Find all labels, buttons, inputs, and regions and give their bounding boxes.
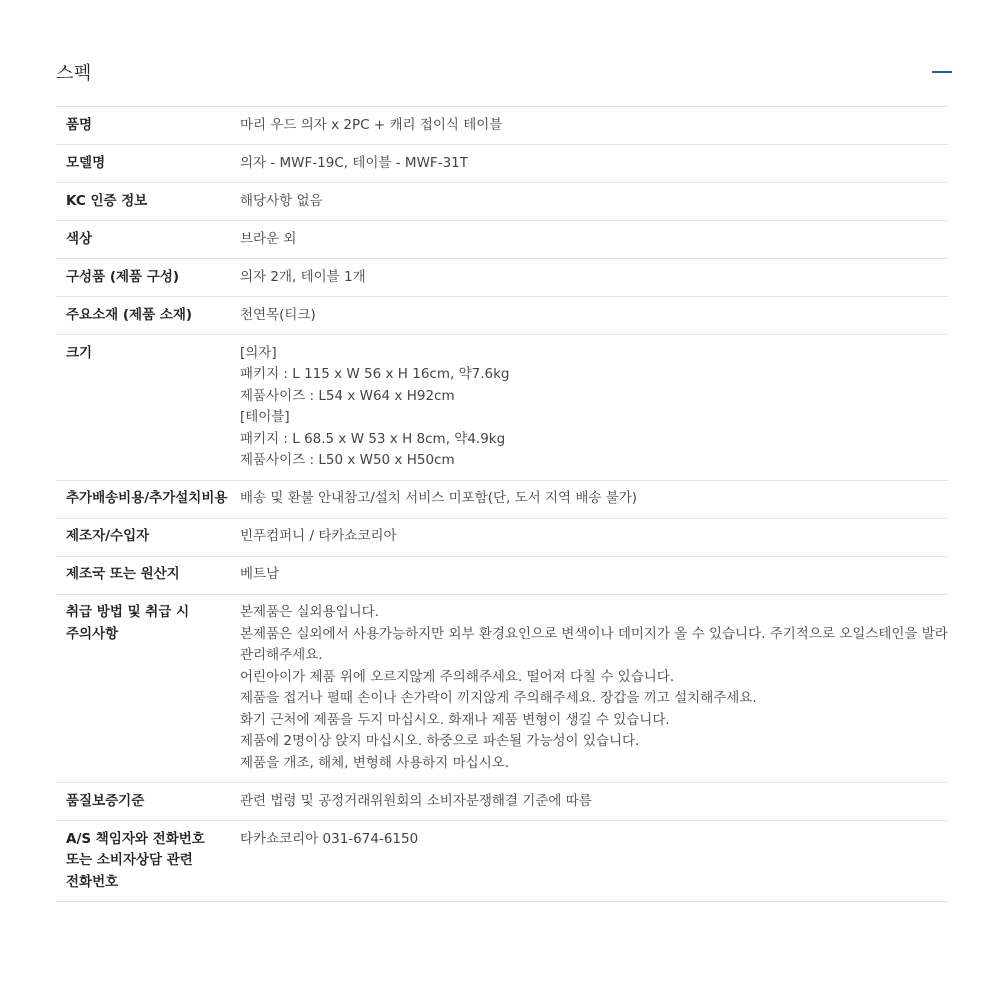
spec-value: [240, 259, 948, 297]
spec-value: [240, 480, 948, 518]
spec-value: [240, 221, 948, 259]
spec-row: [56, 480, 948, 518]
spec-value: [240, 518, 948, 556]
spec-label: 크기: [66, 344, 93, 361]
spec-row: [56, 297, 948, 335]
spec-value: [240, 145, 948, 183]
spec-table: [56, 107, 953, 902]
spec-value: [240, 297, 948, 335]
spec-value-line: 의자 - MWF-19C, 테이블 - MWF-31T: [240, 154, 468, 171]
spec-label: A/S 책임자와 전화번호 또는 소비자상담 관련 전화번호: [66, 830, 205, 890]
spec-header[interactable]: [56, 50, 948, 107]
spec-value-line: [테이블]: [240, 409, 290, 425]
spec-label: 제조국 또는 원산지: [66, 566, 180, 582]
collapse-button[interactable]: [928, 58, 956, 86]
spec-row: [56, 783, 948, 821]
spec-label: 구성품 (제품 구성): [66, 268, 180, 285]
minus-icon: [932, 71, 952, 73]
spec-value-line: 본제품은 실외에서 사용가능하지만 외부 환경요인으로 변색이나 데미지가 올 수 있습니다. 주기적으로 오일스테인을 발라 관리해주세요.: [240, 625, 953, 663]
spec-value-line: 빈푸컴퍼니 / 타카쇼코리아: [240, 528, 397, 544]
spec-value-line: 브라운 외: [240, 230, 297, 247]
spec-value-line: 타카쇼코리아 031-674-6150: [240, 830, 419, 847]
spec-value-line: 제품을 개조, 해체, 변형해 사용하지 마십시오.: [240, 754, 510, 771]
spec-value-line: 의자 2개, 테이블 1개: [240, 268, 366, 285]
spec-value-line: 패키지 : L 68.5 x W 53 x H 8cm, 약4.9kg: [240, 430, 506, 447]
spec-row: [56, 335, 948, 481]
spec-title: 스펙: [56, 63, 92, 84]
spec-value-line: 천연목(티크): [240, 306, 316, 323]
spec-value-line: [의자]: [240, 344, 277, 361]
spec-row: [56, 518, 948, 556]
spec-row: [56, 145, 948, 183]
spec-value: [240, 107, 948, 145]
spec-row: [56, 594, 948, 783]
spec-value-line: 베트남: [240, 566, 280, 582]
spec-value: [240, 594, 953, 783]
spec-value: [240, 183, 948, 221]
spec-label: 주요소재 (제품 소재): [66, 306, 193, 323]
spec-label: 추가배송비용/추가설치비용: [66, 490, 228, 506]
spec-value-line: 제품사이즈 : L54 x W64 x H92cm: [240, 387, 455, 404]
spec-value-line: 마리 우드 의자 x 2PC + 캐리 접이식 테이블: [240, 116, 503, 133]
spec-value: [240, 783, 948, 821]
spec-value-line: 제품사이즈 : L50 x W50 x H50cm: [240, 452, 455, 468]
spec-label: 취급 방법 및 취급 시 주의사항: [66, 604, 190, 642]
spec-row: [56, 556, 948, 594]
spec-table-body: [56, 107, 953, 902]
spec-value-line: 제품을 접거나 펼때 손이나 손가락이 끼지않게 주의해주세요. 장갑을 끼고 설치해주세요.: [240, 690, 757, 706]
spec-value-line: 패키지 : L 115 x W 56 x H 16cm, 약7.6kg: [240, 366, 510, 382]
spec-row: [56, 821, 948, 902]
spec-value: [240, 821, 948, 902]
spec-label: KC 인증 정보: [66, 192, 148, 209]
spec-label: 색상: [66, 230, 93, 247]
spec-value-line: 제품에 2명이상 앉지 마십시오. 하중으로 파손될 가능성이 있습니다.: [240, 733, 640, 749]
spec-value-line: 관련 법령 및 공정거래위원회의 소비자분쟁해결 기준에 따름: [240, 792, 592, 809]
spec-row: [56, 107, 948, 145]
spec-label: 품명: [66, 116, 93, 133]
spec-panel: [56, 50, 953, 902]
spec-value-line: 해당사항 없음: [240, 192, 323, 209]
spec-row: [56, 259, 948, 297]
spec-row: [56, 221, 948, 259]
spec-value-line: 화기 근처에 제품을 두지 마십시오. 화재나 제품 변형이 생길 수 있습니다.: [240, 711, 670, 728]
spec-label: 모델명: [66, 154, 106, 171]
spec-value-line: 배송 및 환불 안내참고/설치 서비스 미포함(단, 도서 지역 배송 불가): [240, 490, 638, 506]
spec-label: 제조자/수입자: [66, 528, 150, 544]
spec-row: [56, 183, 948, 221]
spec-value: [240, 556, 948, 594]
spec-value: [240, 335, 948, 481]
spec-value-line: 어린아이가 제품 위에 오르지않게 주의해주세요. 떨어져 다칠 수 있습니다.: [240, 668, 675, 685]
spec-label: 품질보증기준: [66, 792, 145, 809]
spec-value-line: 본제품은 실외용입니다.: [240, 604, 379, 620]
